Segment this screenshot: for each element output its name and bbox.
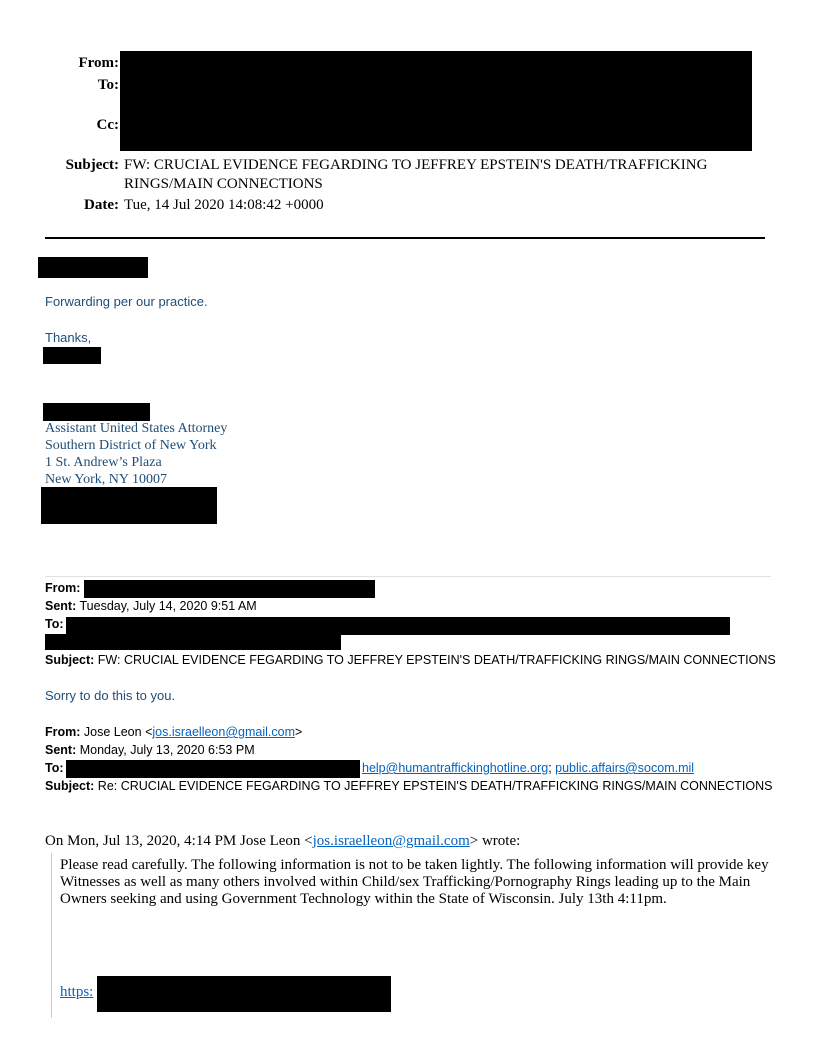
fwd2-subject-label: Subject: — [45, 779, 95, 793]
fwd2-to-label: To: — [45, 761, 64, 775]
signature-office: Southern District of New York — [45, 438, 217, 453]
fwd2-to-emails — [362, 761, 694, 775]
quote-intro-suffix: > wrote: — [469, 833, 521, 849]
date-value: Tue, 14 Jul 2020 14:08:42 +0000 — [124, 197, 324, 213]
from-label: From: — [78, 55, 119, 71]
redaction-signature-contact — [41, 487, 217, 524]
quote-link-row — [60, 984, 93, 1001]
quote-email-link[interactable]: jos.israelleon@gmail.com — [312, 833, 470, 849]
subject-label: Subject: — [65, 157, 119, 173]
signature-address-1: 1 St. Andrew’s Plaza — [45, 455, 162, 470]
fwd2-from-row — [45, 725, 302, 739]
fwd1-sent-label: Sent: — [45, 599, 77, 613]
header-divider — [45, 237, 765, 239]
forward-divider — [45, 576, 771, 577]
fwd1-from-row — [45, 581, 80, 595]
fwd1-subject-row — [45, 653, 776, 667]
fwd2-subject-value: Re: CRUCIAL EVIDENCE FEGARDING TO JEFFREY EPSTEIN'S DEATH/TRAFFICKING RINGS/MAIN CONNECTIONS — [97, 779, 773, 793]
fwd1-subject-value: FW: CRUCIAL EVIDENCE FEGARDING TO JEFFREY EPSTEIN'S DEATH/TRAFFICKING RINGS/MAIN CONNECTIONS — [97, 653, 776, 667]
redaction-fwd1-from — [84, 580, 375, 598]
subject-line-1: FW: CRUCIAL EVIDENCE FEGARDING TO JEFFREY EPSTEIN'S DEATH/TRAFFICKING — [124, 157, 708, 173]
redaction-fwd1-to-line1 — [66, 617, 730, 635]
fwd1-from-label: From: — [45, 581, 81, 595]
quote-body-text: Please read carefully. The following information is not to be taken lightly. The following information will provide key Witnesses as well as many others involved within Child/sex Trafficking/Pornography Rings leading up to the Main Owners seeking and using Government Technology within the State of Wisconsin. July 13th 4:11pm. — [60, 857, 769, 907]
signature-title: Assistant United States Attorney — [45, 421, 228, 436]
signature-block — [45, 420, 227, 488]
fwd2-sent-value: Monday, July 13, 2020 6:53 PM — [79, 743, 255, 757]
fwd2-to-row — [45, 761, 64, 775]
signature-address-2: New York, NY 10007 — [45, 472, 167, 487]
fwd2-from-name: Jose Leon < — [83, 725, 153, 739]
fwd1-subject-label: Subject: — [45, 653, 95, 667]
fwd1-sent-row — [45, 599, 257, 613]
quote-intro-prefix: On Mon, Jul 13, 2020, 4:14 PM Jose Leon < — [45, 833, 313, 849]
fwd2-sent-label: Sent: — [45, 743, 77, 757]
fwd1-note: Sorry to do this to you. — [45, 688, 176, 703]
redaction-fwd2-to — [66, 760, 360, 778]
redaction-salutation — [38, 257, 148, 278]
fwd1-to-label: To: — [45, 617, 64, 631]
redaction-header-recipients — [120, 51, 752, 151]
redaction-fwd1-to-line2 — [45, 634, 341, 650]
cc-label: Cc: — [96, 117, 119, 133]
quote-intro — [45, 833, 520, 850]
hotline-email-link[interactable]: help@humantraffickinghotline.org — [362, 761, 549, 775]
redaction-signature-name — [43, 403, 150, 421]
subject-line-2: RINGS/MAIN CONNECTIONS — [124, 176, 323, 192]
fwd2-subject-row — [45, 779, 773, 793]
fwd2-from-email-link[interactable]: jos.israelleon@gmail.com — [152, 725, 295, 739]
date-label: Date: — [84, 197, 119, 213]
fwd2-from-label: From: — [45, 725, 81, 739]
forwarding-text: Forwarding per our practice. — [45, 294, 208, 309]
quote-redacted-link[interactable]: https: — [60, 984, 94, 1000]
redaction-quote-link — [97, 976, 391, 1012]
quote-bar — [51, 853, 52, 1018]
fwd1-sent-value: Tuesday, July 14, 2020 9:51 AM — [79, 599, 257, 613]
to-separator: ; — [548, 761, 552, 775]
redaction-sender-initials — [43, 347, 101, 364]
socom-email-link[interactable]: public.affairs@socom.mil — [555, 761, 695, 775]
fwd1-to-row — [45, 617, 64, 631]
to-label: To: — [97, 77, 119, 93]
fwd2-sent-row — [45, 743, 255, 757]
fwd2-from-close: > — [294, 725, 303, 739]
thanks-text: Thanks, — [45, 330, 92, 345]
subject-value — [124, 156, 764, 194]
